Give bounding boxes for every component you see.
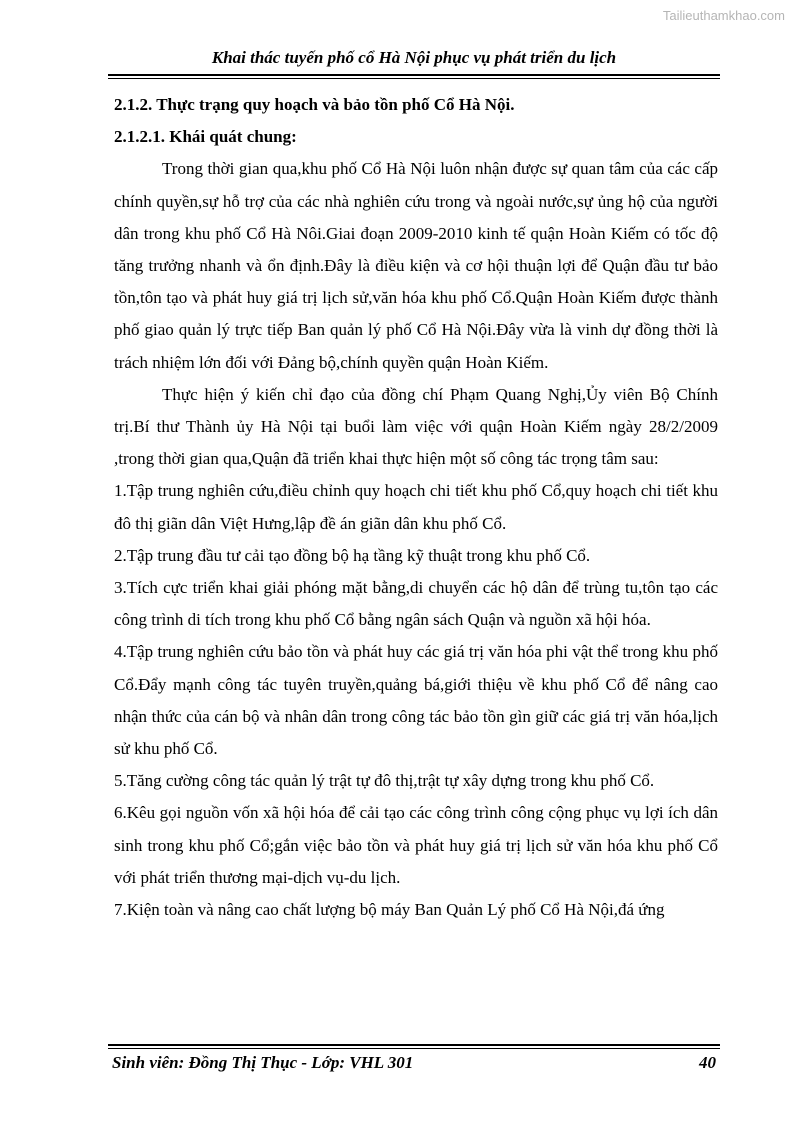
list-item-2: 2.Tập trung đầu tư cải tạo đồng bộ hạ tầng kỹ thuật trong khu phố Cổ. bbox=[114, 545, 591, 565]
paragraph-1: Trong thời gian qua,khu phố Cổ Hà Nội luôn nhận được sự quan tâm của các cấp chính quyền,sự hỗ trợ của các nhà nghiên cứu trong và ngoài nước,sự ủng hộ của người dân trong khu phố Cổ Hà Nôi.Giai đoạn 2009-2010 kinh tế quận Hoàn Kiếm có tốc độ tăng trưởng nhanh và ổn định.Đây là điều kiện và cơ hội thuận lợi để Quận đầu tư bảo tồn,tôn tạo và phát huy giá trị lịch sử,văn hóa khu phố Cổ.Quận Hoàn Kiếm được thành phố giao quản lý trực tiếp Ban quản lý phố Cổ Hà Nội.Đây vừa là vinh dự đồng thời là trách nhiệm lớn đối với Đảng bộ,chính quyền quận Hoàn Kiếm. bbox=[114, 159, 718, 372]
watermark: Tailieuthamkhao.com bbox=[662, 8, 785, 23]
header-rule-thin bbox=[108, 78, 720, 79]
paragraph-2: Thực hiện ý kiến chỉ đạo của đồng chí Phạm Quang Nghị,Ủy viên Bộ Chính trị.Bí thư Thành ủy Hà Nội tại buổi làm việc với quận Hoàn Kiếm ngày 28/2/2009 ,trong thời gian qua,Quận đã triển khai thực hiện một số công tác trọng tâm sau: bbox=[114, 384, 718, 469]
list-item-3: 3.Tích cực triển khai giải phóng mặt bằng,di chuyển các hộ dân để trùng tu,tôn tạo các công trình di tích trong khu phố Cổ bằng ngân sách Quận và nguồn xã hội hóa. bbox=[114, 578, 718, 630]
page-number: 40 bbox=[699, 1053, 716, 1072]
footer-author: Sinh viên: Đồng Thị Thục - Lớp: VHL 301 bbox=[112, 1053, 414, 1072]
list-item-1: 1.Tập trung nghiên cứu,điều chỉnh quy hoạch chi tiết khu phố Cổ,quy hoạch chi tiết khu đô thị giãn dân Việt Hưng,lập đề án giãn dân khu phố Cổ. bbox=[114, 481, 718, 533]
section-heading: 2.1.2. Thực trạng quy hoạch và bảo tồn phố Cổ Hà Nội. bbox=[114, 95, 515, 114]
footer-rule bbox=[108, 1044, 720, 1046]
list-item-7: 7.Kiện toàn và nâng cao chất lượng bộ máy Ban Quản Lý phố Cổ Hà Nội,đá ứng bbox=[114, 900, 665, 920]
footer-rule-thin bbox=[108, 1048, 720, 1049]
list-item-4: 4.Tập trung nghiên cứu bảo tồn và phát huy các giá trị văn hóa phi vật thể trong khu phố Cổ.Đẩy mạnh công tác tuyên truyền,quảng bá,giới thiệu về khu phố Cổ để nâng cao nhận thức của cán bộ và nhân dân trong công tác bảo tồn gìn giữ các giá trị văn hóa,lịch sử khu phố Cổ. bbox=[114, 642, 718, 759]
header-rule bbox=[108, 74, 720, 76]
subsection-heading: 2.1.2.1. Khái quát chung: bbox=[114, 127, 297, 147]
document-body bbox=[114, 89, 718, 926]
running-header: Khai thác tuyến phố cổ Hà Nội phục vụ phát triển du lịch bbox=[211, 48, 617, 67]
list-item-5: 5.Tăng cường công tác quản lý trật tự đô thị,trật tự xây dựng trong khu phố Cổ. bbox=[114, 771, 655, 791]
list-item-6: 6.Kêu gọi nguồn vốn xã hội hóa để cải tạo các công trình công cộng phục vụ lợi ích dân sinh trong khu phố Cổ;gắn việc bảo tồn và phát huy giá trị lịch sử văn hóa khu phố Cổ với phát triển thương mại-dịch vụ-du lịch. bbox=[114, 803, 718, 887]
